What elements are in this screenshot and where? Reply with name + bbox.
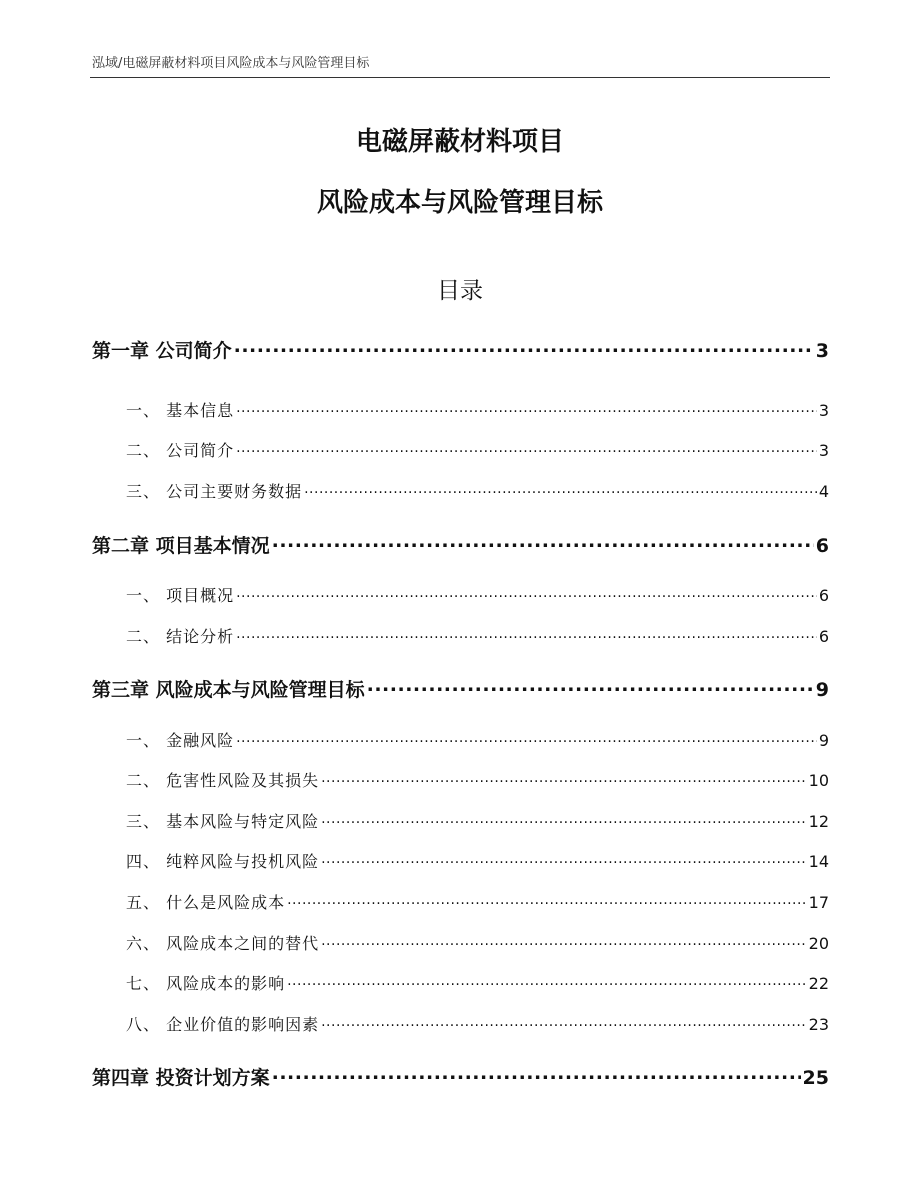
toc-entry-label: 二、 危害性风险及其损失 — [126, 771, 320, 790]
toc-entry-section[interactable] — [92, 768, 829, 791]
toc-dot-leader — [287, 973, 807, 989]
toc-entry-label: 第四章 投资计划方案 — [92, 1067, 270, 1089]
toc-entry-page: 4 — [818, 482, 829, 501]
toc-entry-page: 3 — [818, 401, 829, 420]
toc-entry-section[interactable] — [92, 1012, 829, 1035]
toc-dot-leader — [236, 730, 817, 746]
toc-entry-label: 第二章 项目基本情况 — [92, 535, 270, 557]
toc-entry-label: 三、 公司主要财务数据 — [126, 482, 303, 501]
toc-dot-leader — [304, 481, 817, 497]
toc-entry-section[interactable] — [92, 438, 829, 461]
toc-entry-page: 14 — [808, 852, 829, 871]
toc-dot-leader — [287, 892, 807, 908]
toc-entry-label: 三、 基本风险与特定风险 — [126, 812, 320, 831]
toc-entry-page: 17 — [808, 893, 829, 912]
toc-dot-leader — [236, 626, 817, 642]
toc-dot-leader — [236, 400, 817, 416]
toc-entry-page: 20 — [808, 934, 829, 953]
toc-entry-section[interactable] — [92, 890, 829, 913]
toc-entry-page: 23 — [808, 1015, 829, 1034]
toc-entry-label: 一、 项目概况 — [126, 586, 235, 605]
toc-dot-leader — [321, 1014, 807, 1030]
toc-entry-label: 六、 风险成本之间的替代 — [126, 934, 320, 953]
toc-entry-page: 3 — [815, 340, 829, 362]
toc-entry-section[interactable] — [92, 728, 829, 751]
toc-entry-section[interactable] — [92, 398, 829, 421]
toc-entry-page: 22 — [808, 974, 829, 993]
toc-entry-section[interactable] — [92, 971, 829, 994]
toc-entry-page: 3 — [818, 441, 829, 460]
toc-heading: 目录 — [437, 278, 483, 304]
toc-dot-leader — [234, 338, 814, 357]
toc-entry-label: 一、 金融风险 — [126, 731, 235, 750]
toc-entry-chapter[interactable] — [92, 675, 829, 702]
toc-entry-chapter[interactable] — [92, 336, 829, 363]
toc-dot-leader — [321, 933, 807, 949]
document-title-line-2: 风险成本与风险管理目标 — [316, 188, 603, 218]
toc-entry-label: 第一章 公司简介 — [92, 340, 232, 362]
toc-entry-page: 6 — [818, 627, 829, 646]
toc-dot-leader — [272, 533, 814, 552]
toc-dot-leader — [321, 811, 807, 827]
toc-dot-leader — [321, 770, 807, 786]
toc-dot-leader — [321, 851, 807, 867]
toc-entry-page: 25 — [802, 1067, 829, 1089]
toc-entry-section[interactable] — [92, 849, 829, 872]
toc-entry-label: 二、 结论分析 — [126, 627, 235, 646]
toc-entry-label: 四、 纯粹风险与投机风险 — [126, 852, 320, 871]
toc-entry-section[interactable] — [92, 624, 829, 647]
toc-entry-section[interactable] — [92, 931, 829, 954]
toc-entry-page: 9 — [815, 679, 829, 701]
toc-entry-label: 五、 什么是风险成本 — [126, 893, 286, 912]
toc-entry-page: 6 — [818, 586, 829, 605]
page-header: 泓域/电磁屏蔽材料项目风险成本与风险管理目标 — [92, 56, 370, 71]
toc-dot-leader — [236, 440, 817, 456]
toc-entry-label: 一、 基本信息 — [126, 401, 235, 420]
toc-entry-chapter[interactable] — [92, 1063, 829, 1090]
toc-entry-label: 八、 企业价值的影响因素 — [126, 1015, 320, 1034]
toc-entry-section[interactable] — [92, 479, 829, 502]
toc-entry-label: 二、 公司简介 — [126, 441, 235, 460]
toc-entry-section[interactable] — [92, 809, 829, 832]
header-rule — [90, 77, 830, 78]
toc-entry-section[interactable] — [92, 583, 829, 606]
toc-dot-leader — [272, 1065, 801, 1084]
toc-dot-leader — [367, 677, 814, 696]
toc-entry-label: 第三章 风险成本与风险管理目标 — [92, 679, 365, 701]
toc-entry-page: 12 — [808, 812, 829, 831]
toc-entry-page: 9 — [818, 731, 829, 750]
toc-entry-chapter[interactable] — [92, 531, 829, 558]
toc-entry-label: 七、 风险成本的影响 — [126, 974, 286, 993]
toc-dot-leader — [236, 585, 817, 601]
toc-entry-page: 6 — [815, 535, 829, 557]
document-title-line-1: 电磁屏蔽材料项目 — [355, 127, 564, 157]
toc-entry-page: 10 — [808, 771, 829, 790]
